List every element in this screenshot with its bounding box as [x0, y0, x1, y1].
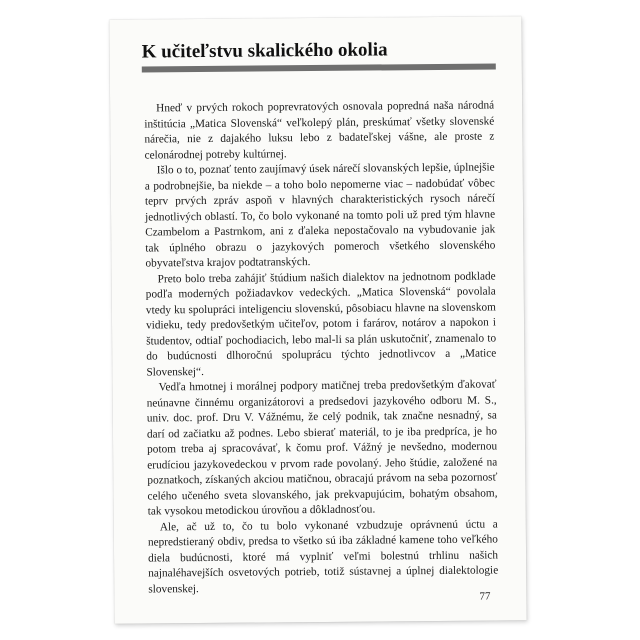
body-text [144, 98, 498, 597]
paragraph-4: Vedľa hmotnej i morálnej podpory matičnej treba predovšetkým ďakovať neúnavne činnému organizátorovi a predsedovi jazykového odboru M. S., univ. doc. prof. Dru V. Vážnému, že celý podnik, tak značne nesnadný, sa darí od začiatku až podnes. Lebo sbierať materiál, to je iba predpríca, je ho potom treba aj spracovávať, k čomu prof. Vážný je nevšedno, modernou erudíciou jazykovedeckou v prvom rade povolaný. Jeho štúdie, založené na poznatkoch, získaných akciou matičnou, obracajú právom na seba pozornosť celého učeného sveta slovanského, jak prekvapujúcim, bohatým obsahom, tak vysokou metodickou úrovňou a dôkladnosťou. [146, 378, 498, 518]
book-page [109, 16, 526, 624]
title-rule [142, 63, 496, 72]
paragraph-3: Preto bolo treba zahájiť štúdium našich dialektov na jednotnom podklade podľa moderných požiadavkov vedeckých. „Matica Slovenská“ povolala vtedy ku spolupráci inteligenciu slovenskú, pôsobiacu hlavne na slovenskom vidieku, tedy predovšetkým učiteľov, potom i farárov, notárov a napokon i študentov, odtiaľ pochodiacich, lebo mal-li sa plán uskutočniť, znamenalo to do budúcnosti dlhoročnú spoluprácu týchto jednotlivcov a „Matice Slovenskej“. [145, 269, 497, 378]
page-title: K učiteľstvu skalického okolia [141, 39, 388, 63]
page-number: 77 [479, 590, 491, 603]
paragraph-5: Ale, ač už to, čo tu bolo vykonané vzbudzuje oprávnenú úctu a nepredstieraný obdiv, predsa to všetko sú iba základné kamene toho veľkého diela budúcnosti, ktoré má vyplniť veľmi bolestnú trhlinu našich najnaléhavejších osvetových potrieb, totiž sústavnej a úplnej dialektologie slovenskej. [147, 517, 499, 595]
paragraph-2: Išlo o to, poznať tento zaujímavý úsek nárečí slovanských lepšie, úplnejšie a podrobnejšie, ba niekde – a toho bolo nepomerne viac – nadobúdať vôbec teprv prvých zpráv aspoň v hlavných charakteristických rysoch nárečí jednotlivých oblastí. To, čo bolo vykonané na tomto poli už pred tým hlavne Czambelom a Pastrnkom, ani z ďaleka nepostačovalo na vybudovanie jak tak úplného obrazu o jazykových pomeroch všetkého slovenského obyvateľstva krajov podtatranských. [144, 161, 496, 270]
paragraph-1: Hneď v prvých rokoch poprevratových osnovala popredná naša národná inštitúcia „Matica Slovenská“ veľkolepý plán, preskúmať všetky slovenské nárečia, nie z dajakého luksu lebo z badateľskej vášne, ale proste z celonárodnej potreby kultúrnej. [144, 99, 495, 162]
